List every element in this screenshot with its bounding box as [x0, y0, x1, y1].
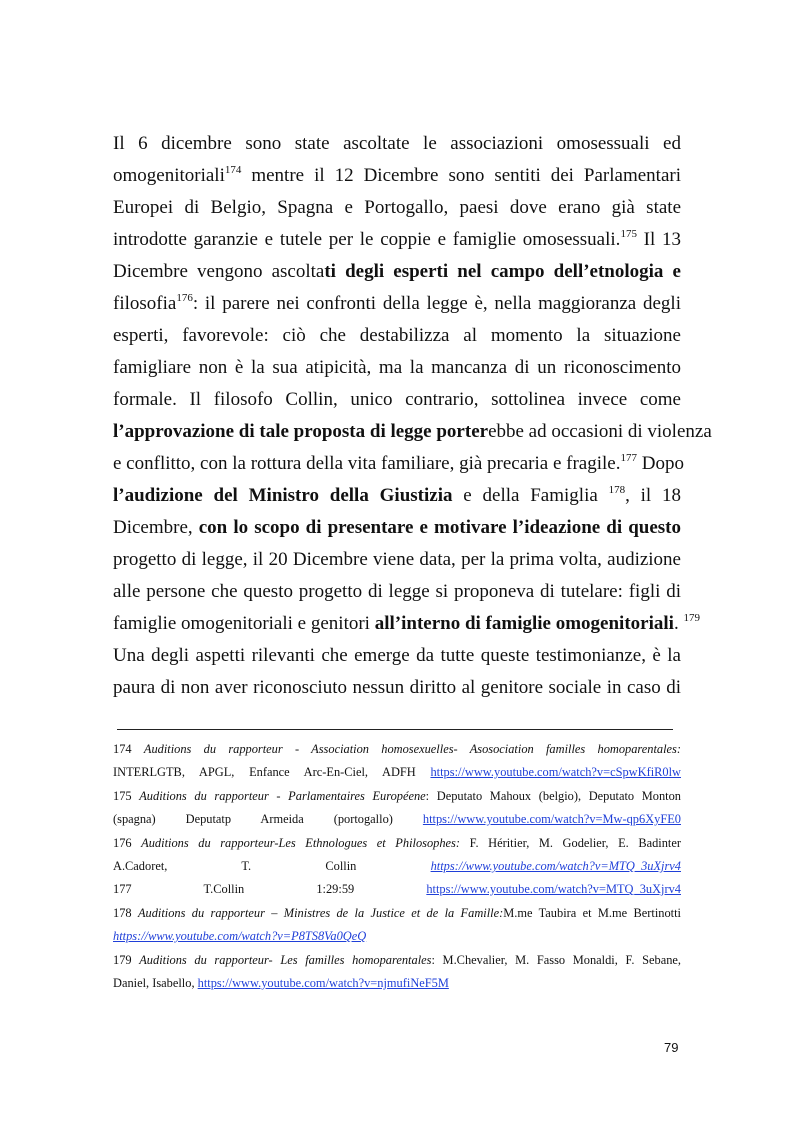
body-line: Una degli aspetti rilevanti che emerge da tutte queste testimonianze, è la — [113, 645, 681, 666]
body-line: progetto di legge, il 20 Dicembre viene data, per la prima volta, audizione — [113, 549, 681, 570]
body-line: paura di non aver riconosciuto nessun diritto al genitore sociale in caso di — [113, 677, 681, 698]
footnote-link[interactable]: https://www.youtube.com/watch?v=MTQ_3uXjrv4 — [426, 882, 681, 896]
footnote-178: 178 Auditions du rapporteur – Ministres de la Justice et de la Famille:M.me Taubira et M.me Bertinotti — [113, 906, 681, 920]
footnote-178 — [113, 929, 681, 944]
body-line: e conflitto, con la rottura della vita familiare, già precaria e fragile.$^{177}$ Dopo — [113, 452, 684, 474]
page-number: 79 — [664, 1040, 679, 1055]
footnote-link[interactable]: https://www.youtube.com/watch?v=njmufiNeF5M — [197, 976, 449, 990]
footnote-175: (spagna) Deputatp Armeida (portogallo) https://www.youtube.com/watch?v=Mw-qp6XyFE0 — [113, 812, 681, 826]
body-line: alle persone che questo progetto di legge si proponeva di tutelare: figli di — [113, 581, 681, 602]
body-line: esperti, favorevole: ciò che destabilizza al momento la situazione — [113, 325, 681, 346]
footnote-175: 175 Auditions du rapporteur - Parlamentaires Européene: Deputato Mahoux (belgio), Deputato Monton — [113, 789, 681, 803]
footnote-174: 174 Auditions du rapporteur - Association homosexuelles- Asosociation familles homoparentales: — [113, 742, 682, 756]
footnote-ref[interactable]: 175 — [620, 228, 637, 240]
footnote-ref[interactable]: 176 — [176, 292, 193, 304]
footnote-link[interactable]: https://www.youtube.com/watch?v=cSpwKfiR0lw — [430, 765, 681, 779]
footnote-174: INTERLGTB, APGL, Enfance Arc-En-Ciel, ADFH https://www.youtube.com/watch?v=cSpwKfiR0lw — [113, 765, 681, 779]
body-line: Dicembre, con lo scopo di presentare e motivare l’ideazione di questo — [113, 517, 681, 538]
body-line: introdotte garanzie e tutele per le coppie e famiglie omosessuali.$^{175}$ Il 13 — [113, 228, 682, 250]
footnote-ref[interactable]: 174 — [224, 164, 242, 176]
body-line: Europei di Belgio, Spagna e Portogallo, paesi dove erano già state — [113, 197, 681, 218]
body-line: l’approvazione di tale proposta di legge porterebbe ad occasioni di violenza — [113, 421, 712, 442]
footnote-separator — [117, 729, 673, 730]
footnote-link[interactable]: https://www.youtube.com/watch?v=MTQ_3uXjrv4 — [430, 859, 681, 873]
footnote-177: 177 T.Collin 1:29:59 https://www.youtube.com/watch?v=MTQ_3uXjrv4 — [113, 882, 681, 896]
body-line: Il 6 dicembre sono state ascoltate le associazioni omosessuali ed — [113, 133, 681, 154]
body-line: formale. Il filosofo Collin, unico contrario, sottolinea invece come — [113, 389, 681, 410]
body-line: famigliare non è la sua atipicità, ma la mancanza di un riconoscimento — [113, 357, 681, 378]
footnote-link[interactable]: https://www.youtube.com/watch?v=Mw-qp6XyFE0 — [422, 812, 681, 826]
body-line: famiglie omogenitoriali e genitori all’interno di famiglie omogenitoriali. $^{179}$ — [113, 612, 700, 634]
footnote-ref[interactable]: 178 — [608, 484, 626, 496]
footnote-176: A.Cadoret, T. Collin https://www.youtube.com/watch?v=MTQ_3uXjrv4 — [113, 859, 681, 873]
body-line: l’audizione del Ministro della Giustizia e della Famiglia $^{178}$, il 18 — [113, 484, 682, 506]
body-line: Dicembre vengono ascoltati degli esperti nel campo dell’etnologia e — [113, 261, 681, 282]
footnote-link[interactable]: https://www.youtube.com/watch?v=P8TS8Va0QeQ — [113, 929, 367, 943]
footnote-ref[interactable]: 177 — [620, 452, 637, 464]
footnote-176: 176 Auditions du rapporteur-Les Ethnologues et Philosophes: F. Héritier, M. Godelier, E. Badinter — [113, 836, 681, 850]
body-line: omogenitoriali$^{174}$ mentre il 12 Dicembre sono sentiti dei Parlamentari — [113, 164, 681, 186]
footnote-179: Daniel, Isabello, https://www.youtube.com/watch?v=njmufiNeF5M — [113, 976, 449, 990]
footnote-179: 179 Auditions du rapporteur- Les familles homoparentales: M.Chevalier, M. Fasso Monaldi, F. Sebane, — [113, 953, 681, 967]
footnote-ref[interactable]: 179 — [683, 612, 700, 624]
body-line: filosofia$^{176}$: il parere nei confronti della legge è, nella maggioranza degli — [113, 292, 681, 314]
